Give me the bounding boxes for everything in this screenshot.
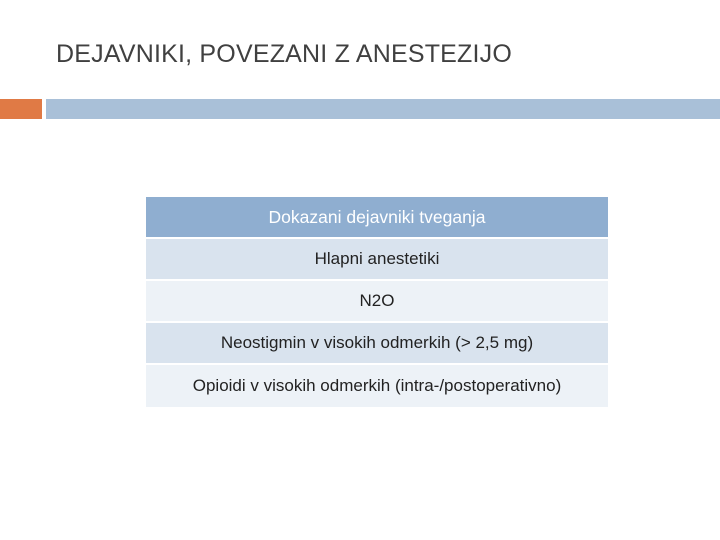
table-header-row — [146, 197, 608, 238]
table-row — [146, 322, 608, 364]
slide-title: DEJAVNIKI, POVEZANI Z ANESTEZIJO — [56, 40, 513, 68]
table-row — [146, 280, 608, 322]
risk-factors-table — [146, 197, 608, 407]
accent-bar-orange — [0, 99, 42, 119]
table-header-cell: Dokazani dejavniki tveganja — [146, 197, 608, 238]
table-cell-opioids: Opioidi v visokih odmerkih (intra-/postoperativno) — [146, 364, 608, 407]
table-row — [146, 238, 608, 280]
table-row — [146, 364, 608, 407]
table-cell-n2o: N2O — [146, 280, 608, 322]
table-cell-volatile-anesthetics: Hlapni anestetiki — [146, 238, 608, 280]
table-cell-neostigmine: Neostigmin v visokih odmerkih (> 2,5 mg) — [146, 322, 608, 364]
accent-bar-blue — [46, 99, 720, 119]
